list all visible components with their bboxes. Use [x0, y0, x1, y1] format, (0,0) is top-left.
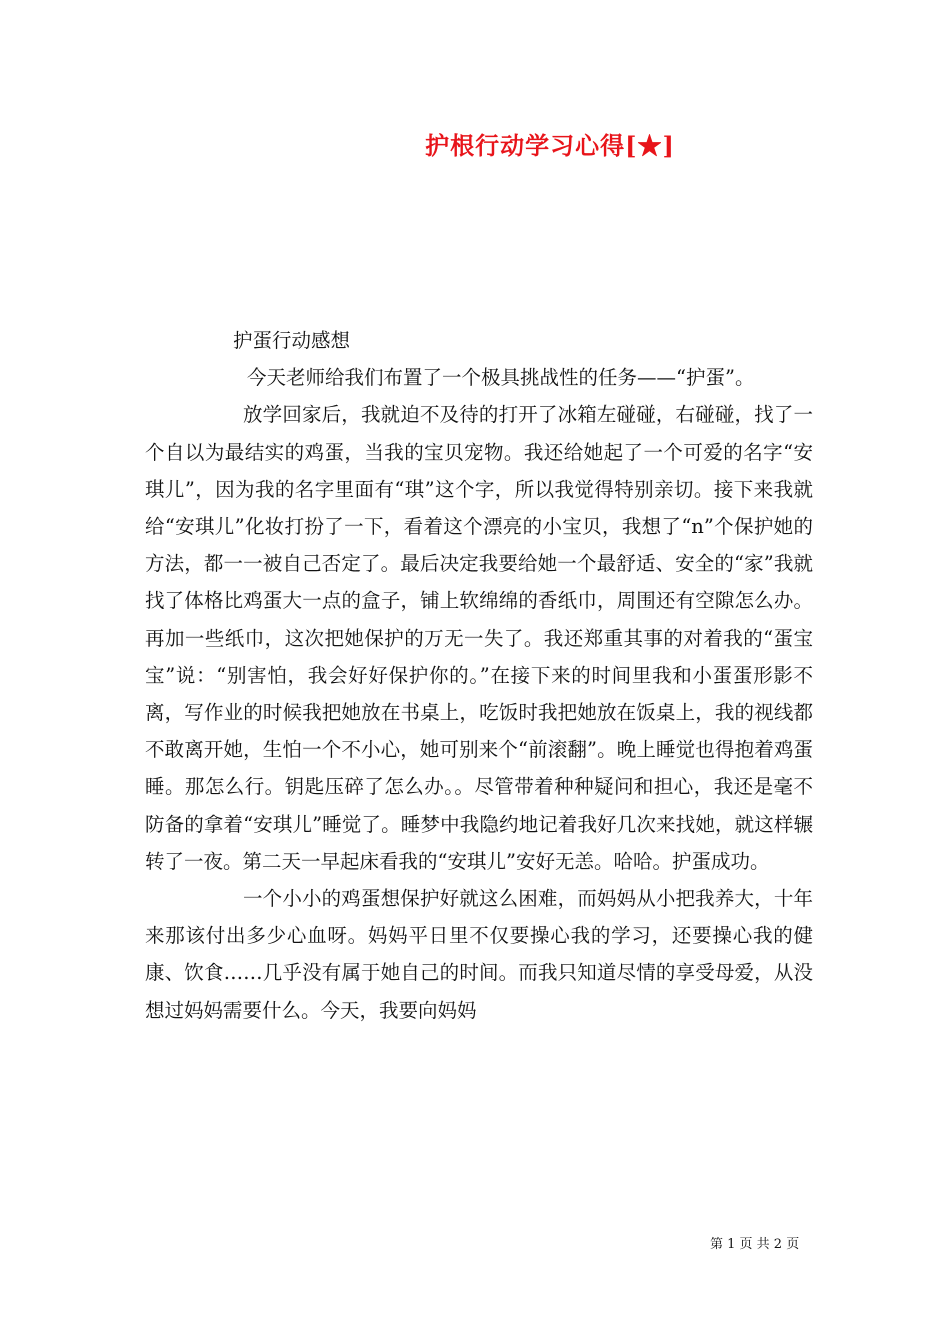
paragraph-reflection: 一个小小的鸡蛋想保护好就这么困难，而妈妈从小把我养大，十年来那该付出多少心血呀。妈妈平日里不仅要操心我的学习，还要操心我的健康、饮食……几乎没有属于她自己的时间。而我只知道尽情的享受母爱，从没想过妈妈需要什么。今天，我要向妈妈 — [145, 887, 813, 1022]
page-number-footer: 第 1 页 共 2 页 — [710, 1237, 800, 1252]
document-body — [145, 322, 813, 1029]
paragraph-intro: 今天老师给我们布置了一个极具挑战性的任务——“护蛋”。 — [247, 366, 755, 390]
essay-subtitle: 护蛋行动感想 — [233, 329, 351, 352]
document-title: 护根行动学习心得[★] — [425, 131, 675, 160]
paragraph-story: 放学回家后，我就迫不及待的打开了冰箱左碰碰，右碰碰，找了一个自以为最结实的鸡蛋，当我的宝贝宠物。我还给她起了一个可爱的名字“安琪儿”，因为我的名字里面有“琪”这个字，所以我觉得特别亲切。接下来我就给“安琪儿”化妆打扮了一下，看着这个漂亮的小宝贝，我想了“n”个保护她的方法，都一一被自己否定了。最后决定我要给她一个最舒适、安全的“家”我就找了体格比鸡蛋大一点的盒子，铺上软绵绵的香纸巾，周围还有空隙怎么办。再加一些纸巾，这次把她保护的万无一失了。我还郑重其事的对着我的“蛋宝宝”说：“别害怕，我会好好保护你的。”在接下来的时间里我和小蛋蛋形影不离，写作业的时候我把她放在书桌上，吃饭时我把她放在饭桌上，我的视线都不敢离开她，生怕一个不小心，她可别来个“前滚翻”。晚上睡觉也得抱着鸡蛋睡。那怎么行。钥匙压碎了怎么办。。尽管带着种种疑问和担心，我还是毫不防备的拿着“安琪儿”睡觉了。睡梦中我隐约地记着我好几次来找她，就这样辗转了一夜。第二天一早起床看我的“安琪儿”安好无恙。哈哈。护蛋成功。 — [145, 403, 813, 873]
